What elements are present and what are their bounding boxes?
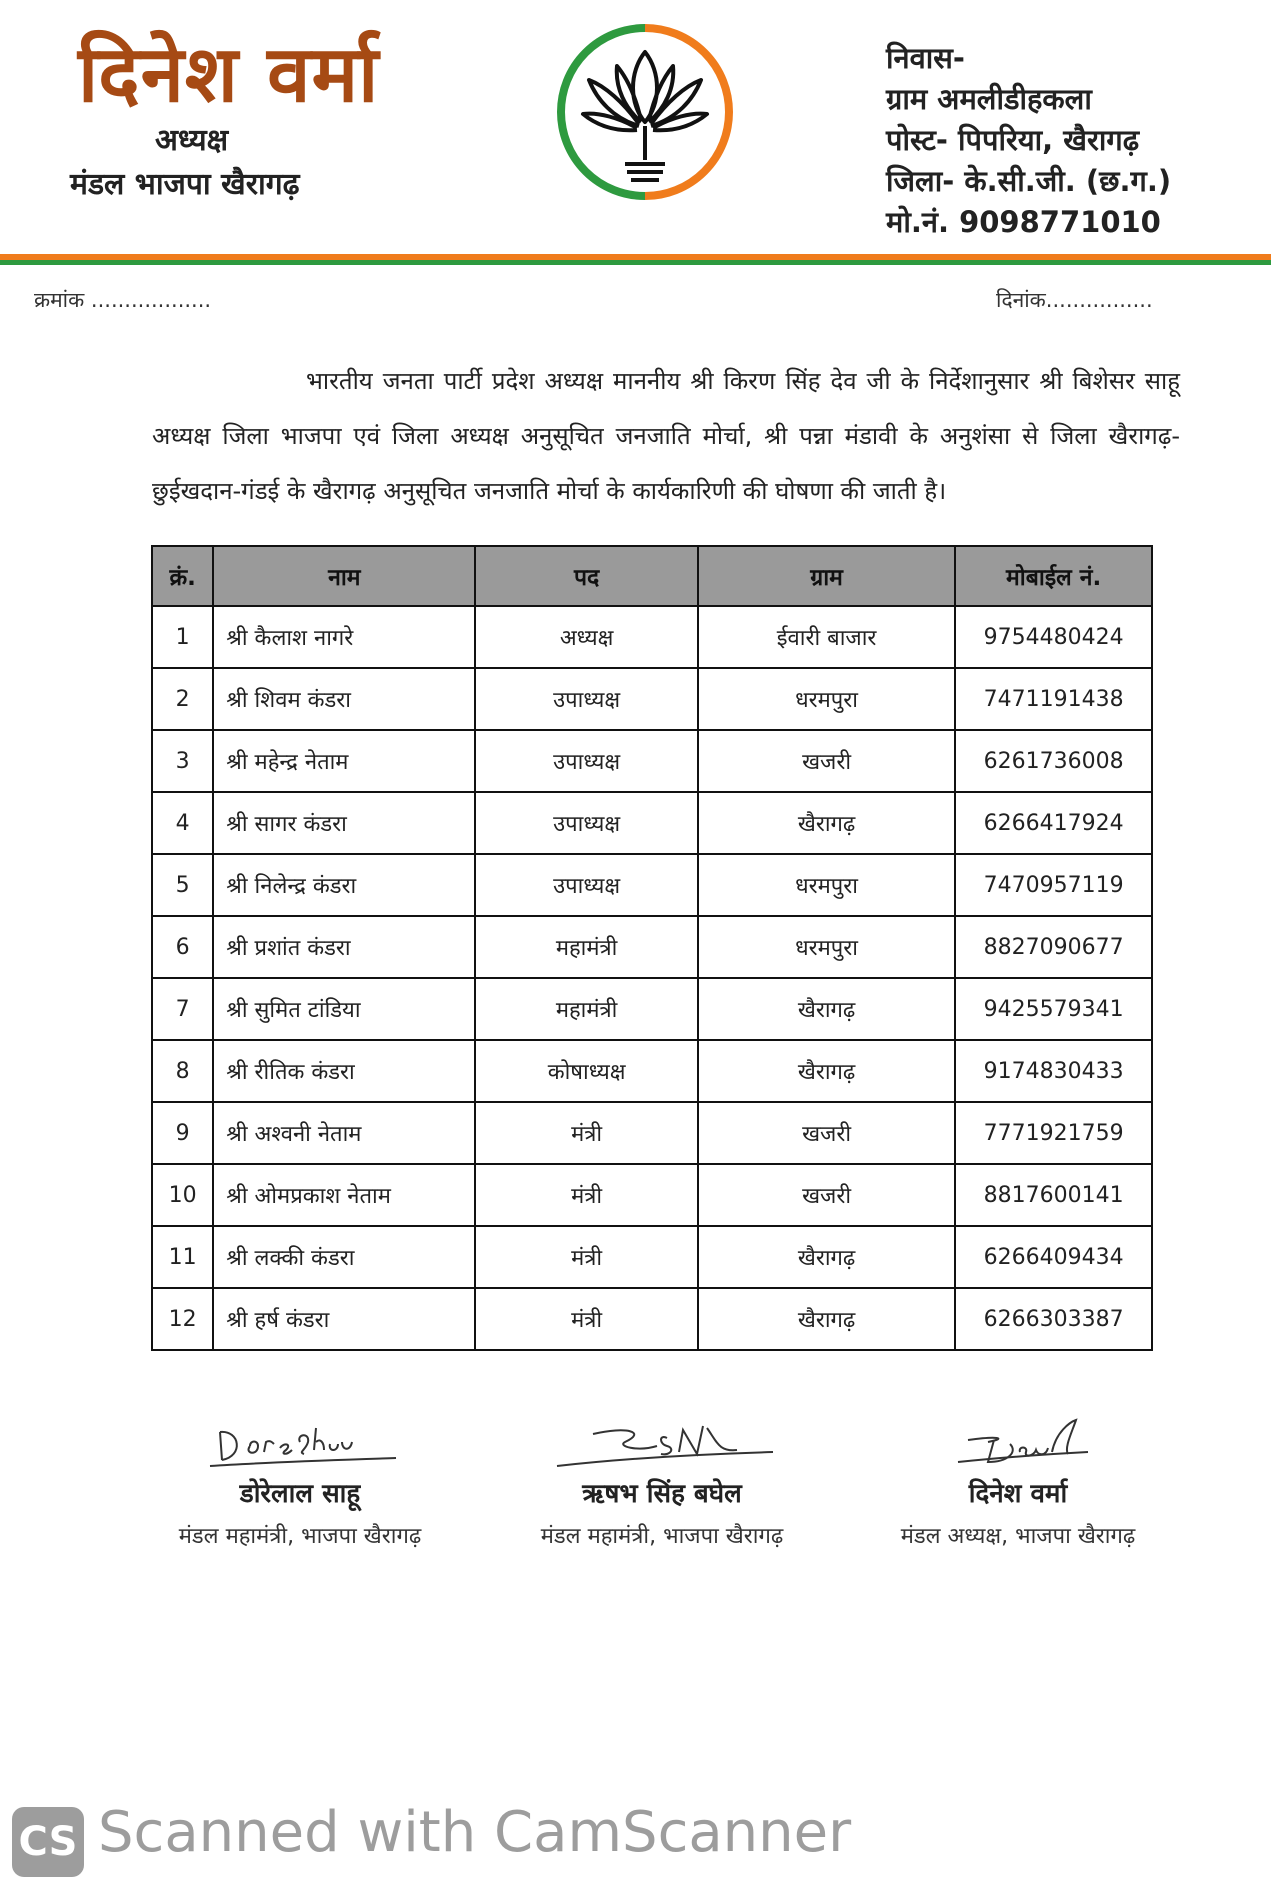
member-post: महामंत्री	[475, 978, 698, 1040]
row-serial: 4	[152, 792, 213, 854]
member-mobile: 9174830433	[955, 1040, 1152, 1102]
header-post: पद	[475, 546, 698, 606]
table-row	[152, 606, 1152, 668]
member-name: श्री लक्की कंडरा	[213, 1226, 475, 1288]
member-village: खैरागढ़	[698, 1040, 955, 1102]
member-mobile: 8817600141	[955, 1164, 1152, 1226]
member-post: मंत्री	[475, 1164, 698, 1226]
member-village: खजरी	[698, 1164, 955, 1226]
member-village: धरमपुरा	[698, 854, 955, 916]
camscanner-watermark: Scanned with CamScanner	[98, 1800, 852, 1865]
letterhead-name: दिनेश वर्मा	[78, 29, 380, 120]
member-village: ईवारी बाजार	[698, 606, 955, 668]
signature-block-dinesh	[838, 1412, 1198, 1550]
signatory-name: ऋषभ सिंह बघेल	[582, 1479, 742, 1509]
member-mobile: 9754480424	[955, 606, 1152, 668]
header-name: नाम	[213, 546, 475, 606]
member-village: खैरागढ़	[698, 1226, 955, 1288]
member-name: श्री शिवम कंडरा	[213, 668, 475, 730]
member-name: श्री सुमित टांडिया	[213, 978, 475, 1040]
member-post: मंत्री	[475, 1226, 698, 1288]
lotus-logo-icon	[555, 22, 735, 207]
signature-block-dorelal	[120, 1412, 480, 1550]
member-name: श्री सागर कंडरा	[213, 792, 475, 854]
member-post: उपाध्यक्ष	[475, 668, 698, 730]
member-post: मंत्री	[475, 1102, 698, 1164]
member-village: खजरी	[698, 730, 955, 792]
row-serial: 8	[152, 1040, 213, 1102]
announcement-paragraph: भारतीय जनता पार्टी प्रदेश अध्यक्ष माननीय श्री किरण सिंह देव जी के निर्देशानुसार श्री बिशेसर साहू अध्यक्ष जिला भाजपा एवं जिला अध्यक्ष अनुसूचित जनजाति मोर्चा, श्री पन्ना मंडावी के अनुशंसा से जिला खैरागढ़-छुईखदान-गंडई के खैरागढ़ अनुसूचित जनजाति मोर्चा के कार्यकारिणी की घोषणा की जाती है।	[152, 367, 1180, 505]
member-mobile: 8827090677	[955, 916, 1152, 978]
row-serial: 5	[152, 854, 213, 916]
member-mobile: 7471191438	[955, 668, 1152, 730]
row-serial: 3	[152, 730, 213, 792]
table-row	[152, 730, 1152, 792]
header-mobile: मोबाईल नं.	[955, 546, 1152, 606]
table-header-row	[152, 546, 1152, 606]
address-mobile: मो.नं. 9098771010	[886, 205, 1161, 239]
member-name: श्री हर्ष कंडरा	[213, 1288, 475, 1350]
signatory-role: मंडल महामंत्री, भाजपा खैरागढ़	[178, 1524, 422, 1549]
camscanner-logo: CS	[12, 1807, 84, 1877]
member-mobile: 7771921759	[955, 1102, 1152, 1164]
member-village: खजरी	[698, 1102, 955, 1164]
header-serial: क्रं.	[152, 546, 213, 606]
member-post: मंत्री	[475, 1288, 698, 1350]
signatory-name: दिनेश वर्मा	[968, 1479, 1068, 1509]
table-row	[152, 1040, 1152, 1102]
member-village: खैरागढ़	[698, 1288, 955, 1350]
row-serial: 2	[152, 668, 213, 730]
table-row	[152, 1226, 1152, 1288]
member-post: कोषाध्यक्ष	[475, 1040, 698, 1102]
member-name: श्री अश्वनी नेताम	[213, 1102, 475, 1164]
letterhead-address	[886, 38, 1171, 243]
member-post: अध्यक्ष	[475, 606, 698, 668]
address-line: निवास-	[886, 41, 965, 75]
member-mobile: 7470957119	[955, 854, 1152, 916]
signatory-role: मंडल महामंत्री, भाजपा खैरागढ़	[540, 1524, 784, 1549]
table-row	[152, 1102, 1152, 1164]
row-serial: 1	[152, 606, 213, 668]
signatory-name: डोरेलाल साहू	[239, 1479, 361, 1509]
table-row	[152, 792, 1152, 854]
table-row	[152, 668, 1152, 730]
member-post: उपाध्यक्ष	[475, 730, 698, 792]
member-post: उपाध्यक्ष	[475, 854, 698, 916]
member-mobile: 6266303387	[955, 1288, 1152, 1350]
member-name: श्री रीतिक कंडरा	[213, 1040, 475, 1102]
green-rule	[0, 260, 1271, 265]
date-field: दिनांक................	[996, 288, 1153, 312]
member-post: उपाध्यक्ष	[475, 792, 698, 854]
member-name: श्री प्रशांत कंडरा	[213, 916, 475, 978]
row-serial: 11	[152, 1226, 213, 1288]
members-table	[151, 545, 1153, 1351]
member-village: धरमपुरा	[698, 668, 955, 730]
member-name: श्री कैलाश नागरे	[213, 606, 475, 668]
address-line: ग्राम अमलीडीहकला	[886, 82, 1092, 116]
row-serial: 12	[152, 1288, 213, 1350]
member-mobile: 9425579341	[955, 978, 1152, 1040]
address-line: पोस्ट- पिपरिया, खैरागढ़	[886, 123, 1140, 157]
table-row	[152, 1164, 1152, 1226]
letterhead-mandal: मंडल भाजपा खैरागढ़	[70, 167, 300, 202]
row-serial: 7	[152, 978, 213, 1040]
member-mobile: 6266409434	[955, 1226, 1152, 1288]
member-post: महामंत्री	[475, 916, 698, 978]
signature-scribble	[938, 1412, 1098, 1472]
table-row	[152, 854, 1152, 916]
table-row	[152, 978, 1152, 1040]
table-row	[152, 916, 1152, 978]
member-name: श्री निलेन्द्र कंडरा	[213, 854, 475, 916]
member-mobile: 6266417924	[955, 792, 1152, 854]
table-row	[152, 1288, 1152, 1350]
member-mobile: 6261736008	[955, 730, 1152, 792]
letterhead-title: अध्यक्ष	[155, 123, 229, 158]
address-line: जिला- के.सी.जी. (छ.ग.)	[886, 164, 1172, 198]
member-name: श्री महेन्द्र नेताम	[213, 730, 475, 792]
member-village: धरमपुरा	[698, 916, 955, 978]
signatory-role: मंडल अध्यक्ष, भाजपा खैरागढ़	[900, 1524, 1136, 1549]
signature-scribble	[547, 1412, 777, 1472]
member-village: खैरागढ़	[698, 978, 955, 1040]
signature-scribble	[200, 1412, 400, 1472]
reference-number: क्रमांक ..................	[34, 288, 212, 312]
member-name: श्री ओमप्रकाश नेताम	[213, 1164, 475, 1226]
header-village: ग्राम	[698, 546, 955, 606]
member-village: खैरागढ़	[698, 792, 955, 854]
row-serial: 9	[152, 1102, 213, 1164]
row-serial: 10	[152, 1164, 213, 1226]
signature-block-rishabh	[482, 1412, 842, 1550]
row-serial: 6	[152, 916, 213, 978]
